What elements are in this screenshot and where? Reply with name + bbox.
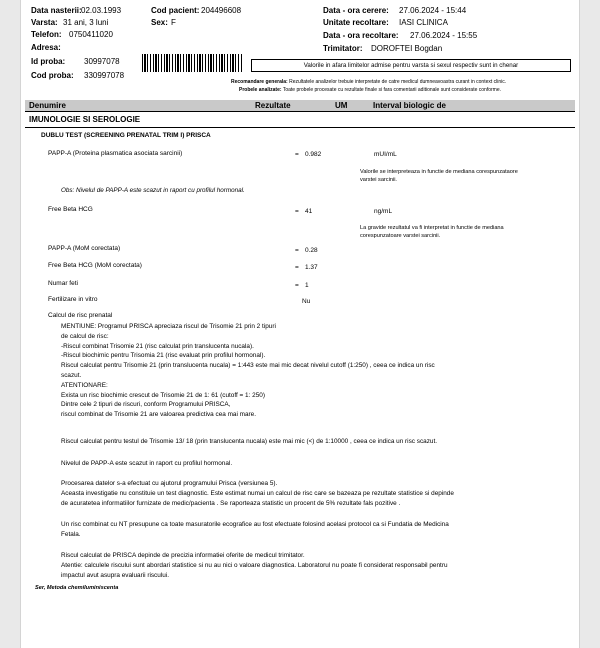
sample-code-label: Cod proba: <box>31 71 74 80</box>
patient-code-label: Cod pacient: <box>151 6 200 15</box>
col-interval: Interval biologic de <box>373 101 446 110</box>
method-footer: Ser, Metoda chemiluminiscenta <box>35 585 119 591</box>
row-note1-freebeta: La gravide rezultatul va fi interpretat in functie de mediana <box>360 225 504 231</box>
row-op-pappa: = <box>295 151 299 158</box>
row-value-pappa: 0.982 <box>305 151 322 158</box>
section-title: IMUNOLOGIE SI SEROLOGIE <box>29 115 141 124</box>
request-date-value: 27.06.2024 - 15:44 <box>399 6 467 15</box>
phone-label: Telefon: <box>31 30 62 39</box>
table-header-bar <box>25 100 575 112</box>
mention-line: MENTIUNE: Programul PRISCA apreciaza riscul de Trisomie 21 prin 2 tipuri <box>61 323 276 330</box>
sample-code-value: 330997078 <box>84 71 125 80</box>
age-value: 31 ani, 3 luni <box>63 18 109 27</box>
row-op-pappa-mom: = <box>295 247 299 254</box>
mention-line: Exista un risc biochimic crescut de Trisomie 21 de 1: 61 (cutoff = 1: 250) <box>61 391 265 399</box>
row-unit-pappa: mUI/mL <box>374 151 397 158</box>
row-value-freebeta-mom: 1.37 <box>305 264 318 271</box>
processing-line: Aceasta investigatie nu constituie un test diagnostic. Este estimat numai un calcul de risc care se bazeaza pe rezultate statistice si depinde <box>61 489 454 497</box>
nt-line: Fetala. <box>61 530 81 538</box>
unit-label: Unitate recoltare: <box>323 18 389 27</box>
row-name-numar-feti: Numar feti <box>48 280 78 287</box>
row-value-freebeta: 41 <box>305 208 313 215</box>
final-line: Riscul calculat de PRISCA depinde de precizia informatiei oferite de medicul trimitator. <box>61 552 305 559</box>
row-value-fiv: Nu <box>302 298 311 305</box>
row-name-risk-calc: Calcul de risc prenatal <box>48 312 113 319</box>
mention-line: Dintre cele 2 tipuri de riscuri, conform Programului PRISCA, <box>61 401 231 409</box>
row-note2-freebeta: corespunzatoare varstei sarcinii. <box>360 233 441 239</box>
dob-value: 02.03.1993 <box>81 6 122 15</box>
row-name-pappa-mom: PAPP-A (MoM corectata) <box>48 245 121 252</box>
request-date-label: Data - ora cerere: <box>323 6 389 15</box>
col-um: UM <box>335 101 348 110</box>
test-title: DUBLU TEST (SCREENING PRENATAL TRIM I) PRISCA <box>41 132 211 139</box>
row-name-pappa: PAPP-A (Proteina plasmatica asociata sarcinii) <box>48 150 183 157</box>
mention-line: ATENTIONARE: <box>61 381 108 389</box>
row-op-numar-feti: = <box>295 282 299 289</box>
sample-id-label: Id proba: <box>31 57 66 66</box>
mention-line: scazut. <box>61 371 82 379</box>
processing-line: de acuratetea informatiilor furnizate de medic/pacienta . Se raporteaza statistic un procent de 5% rezultate fals pozitive . <box>61 499 401 507</box>
analyzed-label: Probele analizate: <box>239 87 282 93</box>
row-name-freebeta: Free Beta HCG <box>48 206 93 213</box>
general-rec-text: Rezultatele analizelor trebuie interpretate de catre medicul dumneavoastra curant in context clinic. <box>289 79 507 85</box>
phone-value: 0750411020 <box>69 30 113 39</box>
row-note1-pappa: Valorile se interpreteaza in functie de mediana corespunzataore <box>360 169 518 175</box>
sex-value: F <box>171 18 176 27</box>
col-rezultate: Rezultate <box>255 101 291 110</box>
unit-value: IASI CLINICA <box>399 18 448 27</box>
sex-label: Sex: <box>151 18 168 27</box>
row-value-pappa-mom: 0.28 <box>305 247 318 254</box>
sample-id-value: 30997078 <box>84 57 120 66</box>
col-denumire: Denumire <box>29 101 66 110</box>
section-divider <box>25 127 575 128</box>
nt-block <box>61 520 449 540</box>
nt-line: Un risc combinat cu NT presupune ca toate masuratorile ecografice au fost efectuate folosind acelasi protocol ca si Fundatia de Medicina <box>61 521 449 528</box>
trisomy13-paragraph: Riscul calculat pentru testul de Trisomie 13/ 18 (prin translucenta nucala) este mai mic (<) de 1:10000 , ceea ce indica un risc scazut. <box>61 438 437 445</box>
limits-note-box: Valorile in afara limitelor admise pentru varsta si sexul respectiv sunt in chenar <box>251 59 571 72</box>
barcode-graphic <box>142 54 242 72</box>
analyzed-text: Toate probele procesate cu rezultate finale si fara comentarii aditionale sunt considerate conforme. <box>282 87 502 93</box>
mention-block <box>61 322 435 420</box>
row-op-freebeta-mom: = <box>295 264 299 271</box>
processing-block <box>61 479 454 508</box>
doctor-label: Trimitator: <box>323 44 363 53</box>
processing-line: Procesarea datelor s-a efectuat cu ajutorul programului Prisca (versiunea 5). <box>61 480 278 487</box>
row-unit-freebeta: ng/mL <box>374 208 393 215</box>
mention-line: -Riscul combinat Trisomie 21 (risc calculat prin translucenta nucala). <box>61 342 254 350</box>
obs-note: Obs: Nivelul de PAPP-A este scazut in raport cu profilul hormonal. <box>61 187 245 194</box>
analyzed-samples-note <box>239 87 501 93</box>
row-op-freebeta: = <box>295 208 299 215</box>
collect-date-label: Data - ora recoltare: <box>323 31 399 40</box>
final-block <box>61 551 448 580</box>
mention-line: riscul combinat de Trisomie 21 are valoarea predictiva cea mai mare. <box>61 411 256 419</box>
pappa-paragraph: Nivelul de PAPP-A este scazut in raport cu profilul hormonal. <box>61 460 233 467</box>
row-note2-pappa: varstei sarcinii. <box>360 177 397 183</box>
mention-line: -Riscul biochimic pentru Trisomia 21 (risc evaluat prin profilul hormonal). <box>61 352 266 360</box>
final-line: Atentie: calculele riscului sunt abordari statistice si nu au nici o valoare diagnostica. Laboratorul nu poate fi considerat responsabil pentru <box>61 561 448 569</box>
mention-line: de calcul de risc: <box>61 332 109 340</box>
doctor-value: DOROFTEI Bogdan <box>371 44 443 53</box>
patient-code-value: 204496608 <box>201 6 242 15</box>
mention-line: Riscul calculat pentru Trisomie 21 (prin translucenta nucala) = 1:443 este mai mic decat nivelul cutoff (1:250) , ceea ce indica un risc <box>61 362 435 370</box>
general-recommendation <box>231 79 506 85</box>
collect-date-value: 27.06.2024 - 15:55 <box>410 31 478 40</box>
general-rec-label: Recomandare generala: <box>231 79 288 85</box>
age-label: Varsta: <box>31 18 58 27</box>
report-page <box>20 0 580 648</box>
dob-label: Data nasterii: <box>31 6 82 15</box>
final-line: impactul avut asupra evaluarii riscului. <box>61 571 169 579</box>
row-name-fiv: Fertilizare in vitro <box>48 296 98 303</box>
row-name-freebeta-mom: Free Beta HCG (MoM corectata) <box>48 262 142 269</box>
address-label: Adresa: <box>31 43 61 52</box>
row-value-numar-feti: 1 <box>305 282 309 289</box>
